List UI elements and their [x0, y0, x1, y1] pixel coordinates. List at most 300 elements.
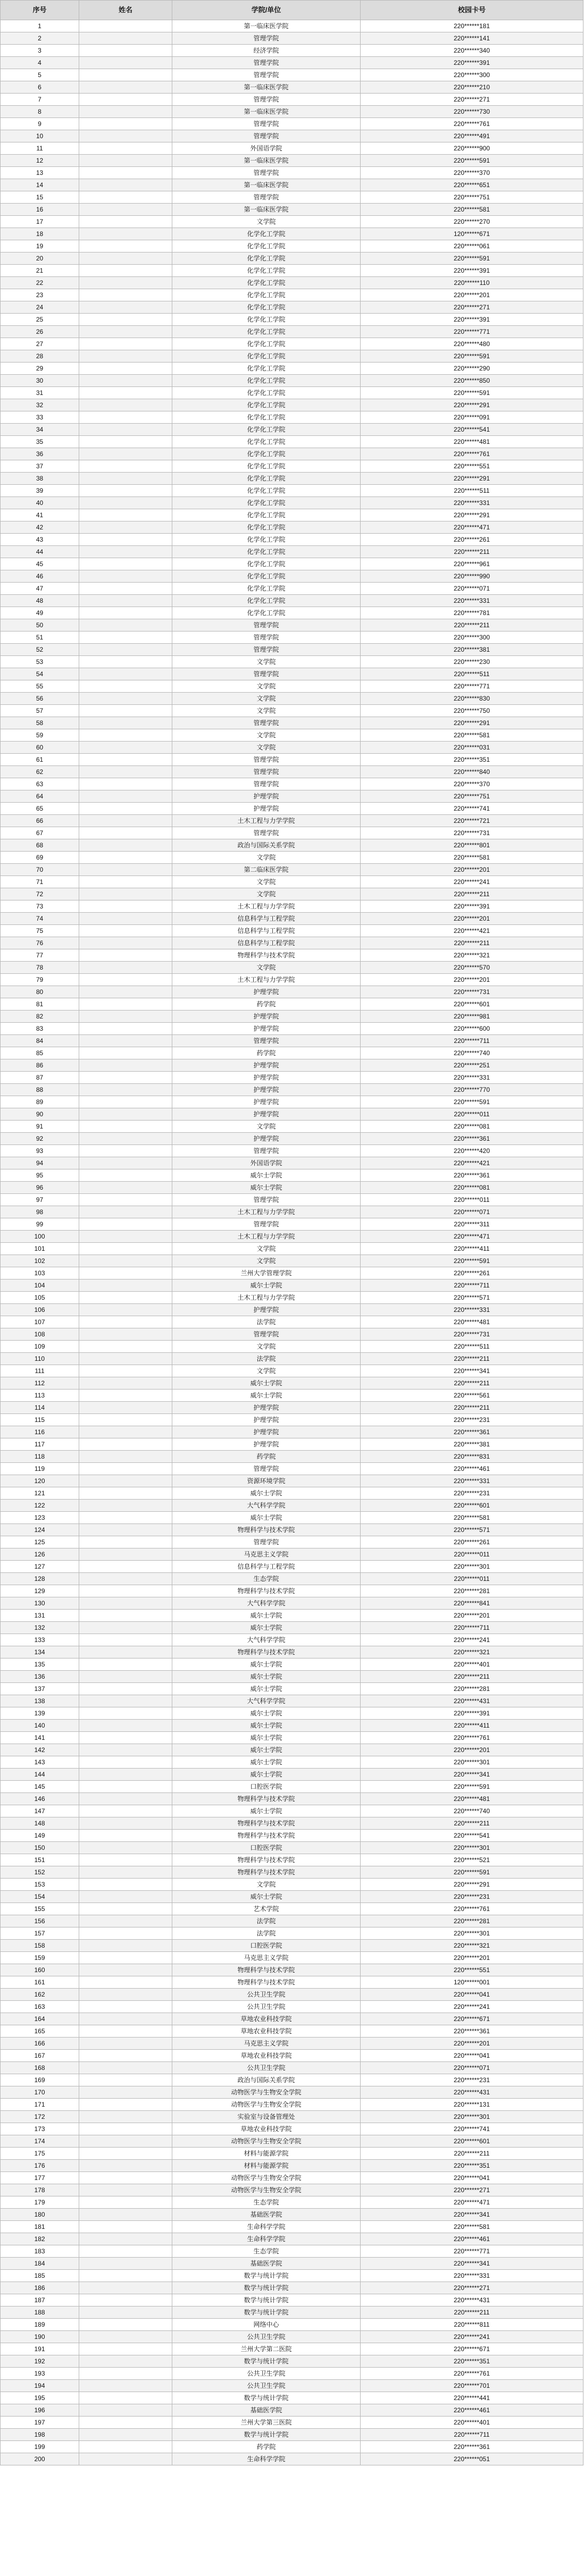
school-cell: 第一临床医学院	[172, 106, 361, 118]
school-cell: 威尔士学院	[172, 1769, 361, 1781]
school-cell: 威尔士学院	[172, 1377, 361, 1390]
name-cell	[79, 1940, 172, 1952]
card-number-cell: 220******041	[361, 2172, 583, 2184]
index-cell: 89	[1, 1096, 79, 1108]
school-cell: 文学院	[172, 962, 361, 974]
index-cell: 163	[1, 2001, 79, 2013]
table-row	[1, 2196, 583, 2209]
card-number-cell: 220******570	[361, 962, 583, 974]
card-number-cell: 220******750	[361, 705, 583, 717]
name-cell	[79, 130, 172, 142]
card-number-cell: 220******281	[361, 1585, 583, 1597]
name-cell	[79, 69, 172, 81]
card-number-cell: 220******601	[361, 2135, 583, 2148]
card-number-cell: 220******411	[361, 1720, 583, 1732]
school-cell: 文学院	[172, 705, 361, 717]
name-cell	[79, 1683, 172, 1695]
card-number-cell: 220******241	[361, 1634, 583, 1646]
table-row	[1, 1585, 583, 1597]
name-cell	[79, 1255, 172, 1267]
table-row	[1, 839, 583, 852]
card-number-cell: 220******571	[361, 1524, 583, 1536]
school-cell: 化学化工学院	[172, 583, 361, 595]
table-row	[1, 1707, 583, 1720]
school-cell: 数学与统计学院	[172, 2270, 361, 2282]
table-row	[1, 473, 583, 485]
name-cell	[79, 45, 172, 57]
school-cell: 化学化工学院	[172, 363, 361, 375]
index-cell: 182	[1, 2233, 79, 2245]
school-cell: 化学化工学院	[172, 350, 361, 363]
index-cell: 88	[1, 1084, 79, 1096]
school-cell: 兰州大学第三医院	[172, 2417, 361, 2429]
name-cell	[79, 656, 172, 668]
school-cell: 政治与国际关系学院	[172, 839, 361, 852]
card-number-cell: 220******431	[361, 2294, 583, 2306]
card-number-cell: 220******361	[361, 2441, 583, 2453]
name-cell	[79, 949, 172, 962]
index-cell: 107	[1, 1316, 79, 1328]
table-row	[1, 790, 583, 803]
table-row	[1, 2086, 583, 2099]
school-cell: 文学院	[172, 852, 361, 864]
card-number-cell: 220******041	[361, 2050, 583, 2062]
card-number-cell: 220******801	[361, 839, 583, 852]
index-cell: 134	[1, 1646, 79, 1659]
index-cell: 13	[1, 167, 79, 179]
card-number-cell: 220******511	[361, 668, 583, 680]
index-cell: 179	[1, 2196, 79, 2209]
index-cell: 25	[1, 314, 79, 326]
index-cell: 147	[1, 1805, 79, 1817]
card-number-cell: 220******061	[361, 240, 583, 252]
index-cell: 81	[1, 998, 79, 1011]
index-cell: 108	[1, 1328, 79, 1341]
table-row	[1, 937, 583, 949]
school-cell: 动物医学与生物安全学院	[172, 2172, 361, 2184]
name-cell	[79, 1206, 172, 1218]
table-row	[1, 436, 583, 448]
name-cell	[79, 570, 172, 583]
table-row	[1, 1793, 583, 1805]
index-cell: 51	[1, 632, 79, 644]
index-cell: 99	[1, 1218, 79, 1231]
name-cell	[79, 1133, 172, 1145]
school-cell: 信息科学与工程学院	[172, 913, 361, 925]
table-row	[1, 2404, 583, 2417]
school-cell: 化学化工学院	[172, 448, 361, 460]
name-cell	[79, 1585, 172, 1597]
table-row	[1, 521, 583, 534]
index-cell: 83	[1, 1023, 79, 1035]
table-row	[1, 1451, 583, 1463]
name-cell	[79, 607, 172, 619]
index-cell: 75	[1, 925, 79, 937]
name-cell	[79, 1328, 172, 1341]
table-row	[1, 1353, 583, 1365]
table-row	[1, 2209, 583, 2221]
table-row	[1, 1817, 583, 1830]
index-cell: 150	[1, 1842, 79, 1854]
table-row	[1, 1169, 583, 1182]
index-cell: 177	[1, 2172, 79, 2184]
card-number-cell: 220******361	[361, 1169, 583, 1182]
index-cell: 113	[1, 1390, 79, 1402]
name-cell	[79, 521, 172, 534]
index-cell: 76	[1, 937, 79, 949]
index-cell: 117	[1, 1438, 79, 1451]
school-cell: 艺术学院	[172, 1903, 361, 1915]
school-cell: 公共卫生学院	[172, 2001, 361, 2013]
table-row	[1, 69, 583, 81]
name-cell	[79, 1915, 172, 1927]
table-row	[1, 485, 583, 497]
table-row	[1, 1426, 583, 1438]
school-cell: 管理学院	[172, 1328, 361, 1341]
table-row	[1, 1952, 583, 1964]
card-number-cell: 220******131	[361, 2099, 583, 2111]
card-number-cell: 220******281	[361, 1915, 583, 1927]
table-row	[1, 595, 583, 607]
school-cell: 土木工程与力学学院	[172, 1231, 361, 1243]
school-cell: 材料与能源学院	[172, 2160, 361, 2172]
table-row	[1, 326, 583, 338]
index-cell: 62	[1, 766, 79, 778]
card-number-cell: 220******591	[361, 252, 583, 265]
table-row	[1, 2245, 583, 2258]
index-cell: 82	[1, 1011, 79, 1023]
name-cell	[79, 2074, 172, 2086]
card-number-cell: 220******841	[361, 1597, 583, 1610]
table-row	[1, 1182, 583, 1194]
table-row	[1, 644, 583, 656]
school-cell: 管理学院	[172, 644, 361, 656]
name-cell	[79, 81, 172, 94]
table-row	[1, 1121, 583, 1133]
table-row	[1, 754, 583, 766]
index-cell: 132	[1, 1622, 79, 1634]
name-cell	[79, 1023, 172, 1035]
index-cell: 34	[1, 424, 79, 436]
card-number-cell: 220******211	[361, 2306, 583, 2319]
school-cell: 管理学院	[172, 1218, 361, 1231]
index-cell: 172	[1, 2111, 79, 2123]
card-number-cell: 220******491	[361, 130, 583, 142]
school-cell: 化学化工学院	[172, 497, 361, 509]
school-cell: 管理学院	[172, 167, 361, 179]
card-number-cell: 220******211	[361, 2148, 583, 2160]
index-cell: 77	[1, 949, 79, 962]
card-number-cell: 220******381	[361, 644, 583, 656]
school-cell: 威尔士学院	[172, 1610, 361, 1622]
school-cell: 化学化工学院	[172, 375, 361, 387]
name-cell	[79, 1781, 172, 1793]
index-cell: 28	[1, 350, 79, 363]
name-cell	[79, 2184, 172, 2196]
name-cell	[79, 106, 172, 118]
card-number-cell: 220******211	[361, 619, 583, 632]
name-cell	[79, 118, 172, 130]
school-cell: 管理学院	[172, 668, 361, 680]
school-cell: 管理学院	[172, 94, 361, 106]
card-number-cell: 220******391	[361, 265, 583, 277]
card-number-cell: 220******211	[361, 1377, 583, 1390]
card-number-cell: 220******420	[361, 1145, 583, 1157]
name-cell	[79, 1500, 172, 1512]
card-number-cell: 220******341	[361, 2258, 583, 2270]
school-cell: 威尔士学院	[172, 1659, 361, 1671]
header-card: 校园卡号	[361, 1, 583, 20]
index-cell: 11	[1, 142, 79, 155]
school-cell: 数学与统计学院	[172, 2392, 361, 2404]
name-cell	[79, 2050, 172, 2062]
school-cell: 管理学院	[172, 118, 361, 130]
index-cell: 166	[1, 2038, 79, 2050]
card-number-cell: 220******541	[361, 424, 583, 436]
table-row	[1, 2135, 583, 2148]
index-cell: 52	[1, 644, 79, 656]
index-cell: 80	[1, 986, 79, 998]
name-cell	[79, 2270, 172, 2282]
name-cell	[79, 228, 172, 240]
card-number-cell: 220******230	[361, 656, 583, 668]
school-cell: 威尔士学院	[172, 1707, 361, 1720]
index-cell: 198	[1, 2429, 79, 2441]
school-cell: 信息科学与工程学院	[172, 1561, 361, 1573]
name-cell	[79, 1426, 172, 1438]
card-number-cell: 220******370	[361, 167, 583, 179]
index-cell: 128	[1, 1573, 79, 1585]
name-cell	[79, 375, 172, 387]
card-number-cell: 220******771	[361, 680, 583, 693]
card-number-cell: 220******431	[361, 2086, 583, 2099]
school-cell: 化学化工学院	[172, 607, 361, 619]
school-cell: 公共卫生学院	[172, 2368, 361, 2380]
card-number-cell: 220******731	[361, 986, 583, 998]
table-row	[1, 2294, 583, 2306]
card-number-cell: 220******840	[361, 766, 583, 778]
card-number-cell: 220******421	[361, 925, 583, 937]
card-number-cell: 220******830	[361, 693, 583, 705]
index-cell: 23	[1, 289, 79, 301]
card-number-cell: 220******301	[361, 1756, 583, 1769]
index-cell: 21	[1, 265, 79, 277]
table-row	[1, 1891, 583, 1903]
card-number-cell: 220******461	[361, 2404, 583, 2417]
name-cell	[79, 448, 172, 460]
card-number-cell: 220******291	[361, 1879, 583, 1891]
card-number-cell: 220******481	[361, 1793, 583, 1805]
school-cell: 马克思主义学院	[172, 1548, 361, 1561]
table-row	[1, 350, 583, 363]
index-cell: 199	[1, 2441, 79, 2453]
card-number-cell: 220******181	[361, 20, 583, 32]
card-number-cell: 220******601	[361, 1500, 583, 1512]
school-cell: 化学化工学院	[172, 460, 361, 473]
school-cell: 管理学院	[172, 754, 361, 766]
index-cell: 180	[1, 2209, 79, 2221]
index-cell: 48	[1, 595, 79, 607]
school-cell: 法学院	[172, 1915, 361, 1927]
table-row	[1, 1084, 583, 1096]
name-cell	[79, 900, 172, 913]
name-cell	[79, 1377, 172, 1390]
name-cell	[79, 485, 172, 497]
school-cell: 兰州大学管理学院	[172, 1267, 361, 1279]
index-cell: 9	[1, 118, 79, 130]
name-cell	[79, 167, 172, 179]
school-cell: 文学院	[172, 1121, 361, 1133]
name-cell	[79, 2086, 172, 2099]
name-cell	[79, 742, 172, 754]
name-cell	[79, 852, 172, 864]
index-cell: 186	[1, 2282, 79, 2294]
table-row	[1, 668, 583, 680]
index-cell: 73	[1, 900, 79, 913]
index-cell: 129	[1, 1585, 79, 1597]
name-cell	[79, 2123, 172, 2135]
name-cell	[79, 1402, 172, 1414]
table-row	[1, 583, 583, 595]
school-cell: 威尔士学院	[172, 1744, 361, 1756]
table-row	[1, 1671, 583, 1683]
index-cell: 141	[1, 1732, 79, 1744]
school-cell: 生态学院	[172, 2245, 361, 2258]
index-cell: 68	[1, 839, 79, 852]
index-cell: 69	[1, 852, 79, 864]
name-cell	[79, 1047, 172, 1059]
name-cell	[79, 790, 172, 803]
card-number-cell: 220******011	[361, 1194, 583, 1206]
school-cell: 数学与统计学院	[172, 2429, 361, 2441]
school-cell: 物理科学与技术学院	[172, 1817, 361, 1830]
index-cell: 158	[1, 1940, 79, 1952]
name-cell	[79, 619, 172, 632]
school-cell: 化学化工学院	[172, 485, 361, 497]
card-number-cell: 220******990	[361, 570, 583, 583]
name-cell	[79, 2233, 172, 2245]
card-number-cell: 220******201	[361, 913, 583, 925]
table-row	[1, 2368, 583, 2380]
card-number-cell: 220******291	[361, 509, 583, 521]
card-number-cell: 220******291	[361, 473, 583, 485]
table-row	[1, 1634, 583, 1646]
school-cell: 土木工程与力学学院	[172, 974, 361, 986]
table-row	[1, 680, 583, 693]
index-cell: 195	[1, 2392, 79, 2404]
index-cell: 40	[1, 497, 79, 509]
school-cell: 法学院	[172, 1927, 361, 1940]
table-row	[1, 2380, 583, 2392]
name-cell	[79, 1854, 172, 1866]
card-number-cell: 220******571	[361, 1292, 583, 1304]
index-cell: 115	[1, 1414, 79, 1426]
school-cell: 管理学院	[172, 778, 361, 790]
name-cell	[79, 1243, 172, 1255]
school-cell: 马克思主义学院	[172, 1952, 361, 1964]
index-cell: 174	[1, 2135, 79, 2148]
name-cell	[79, 1365, 172, 1377]
card-number-cell: 220******981	[361, 1011, 583, 1023]
school-cell: 生命科学学院	[172, 2221, 361, 2233]
table-row	[1, 2441, 583, 2453]
card-number-cell: 220******761	[361, 2368, 583, 2380]
name-cell	[79, 1512, 172, 1524]
table-row	[1, 2319, 583, 2331]
school-cell: 大气科学学院	[172, 1500, 361, 1512]
table-row	[1, 363, 583, 375]
index-cell: 46	[1, 570, 79, 583]
school-cell: 护理学院	[172, 1304, 361, 1316]
table-row	[1, 81, 583, 94]
table-row	[1, 399, 583, 411]
index-cell: 74	[1, 913, 79, 925]
school-cell: 文学院	[172, 656, 361, 668]
card-number-cell: 220******301	[361, 1927, 583, 1940]
table-row	[1, 2270, 583, 2282]
table-row	[1, 1194, 583, 1206]
school-cell: 护理学院	[172, 1072, 361, 1084]
school-cell: 土木工程与力学学院	[172, 1292, 361, 1304]
index-cell: 148	[1, 1817, 79, 1830]
table-row	[1, 448, 583, 460]
table-row	[1, 2013, 583, 2025]
card-number-cell: 220******711	[361, 2429, 583, 2441]
card-number-cell: 220******671	[361, 2013, 583, 2025]
card-number-cell: 220******341	[361, 2209, 583, 2221]
name-cell	[79, 363, 172, 375]
name-cell	[79, 693, 172, 705]
school-cell: 第一临床医学院	[172, 81, 361, 94]
school-cell: 化学化工学院	[172, 534, 361, 546]
index-cell: 36	[1, 448, 79, 460]
card-number-cell: 220******441	[361, 2392, 583, 2404]
table-row	[1, 729, 583, 742]
table-row	[1, 1255, 583, 1267]
table-row	[1, 1023, 583, 1035]
index-cell: 143	[1, 1756, 79, 1769]
table-row	[1, 2417, 583, 2429]
index-cell: 70	[1, 864, 79, 876]
school-cell: 土木工程与力学学院	[172, 815, 361, 827]
card-number-cell: 220******411	[361, 1243, 583, 1255]
name-cell	[79, 1756, 172, 1769]
school-cell: 文学院	[172, 680, 361, 693]
name-cell	[79, 729, 172, 742]
card-number-cell: 220******211	[361, 1353, 583, 1365]
index-cell: 121	[1, 1487, 79, 1500]
name-cell	[79, 2306, 172, 2319]
card-number-cell: 220******201	[361, 864, 583, 876]
name-cell	[79, 1316, 172, 1328]
school-cell: 生态学院	[172, 2196, 361, 2209]
table-row	[1, 167, 583, 179]
name-cell	[79, 2355, 172, 2368]
index-cell: 123	[1, 1512, 79, 1524]
table-row	[1, 1964, 583, 1976]
card-number-cell: 220******331	[361, 2270, 583, 2282]
card-number-cell: 220******740	[361, 1047, 583, 1059]
name-cell	[79, 1121, 172, 1133]
name-cell	[79, 1842, 172, 1854]
index-cell: 181	[1, 2221, 79, 2233]
name-cell	[79, 2148, 172, 2160]
index-cell: 164	[1, 2013, 79, 2025]
index-cell: 138	[1, 1695, 79, 1707]
name-cell	[79, 1659, 172, 1671]
name-cell	[79, 314, 172, 326]
card-number-cell: 220******261	[361, 534, 583, 546]
